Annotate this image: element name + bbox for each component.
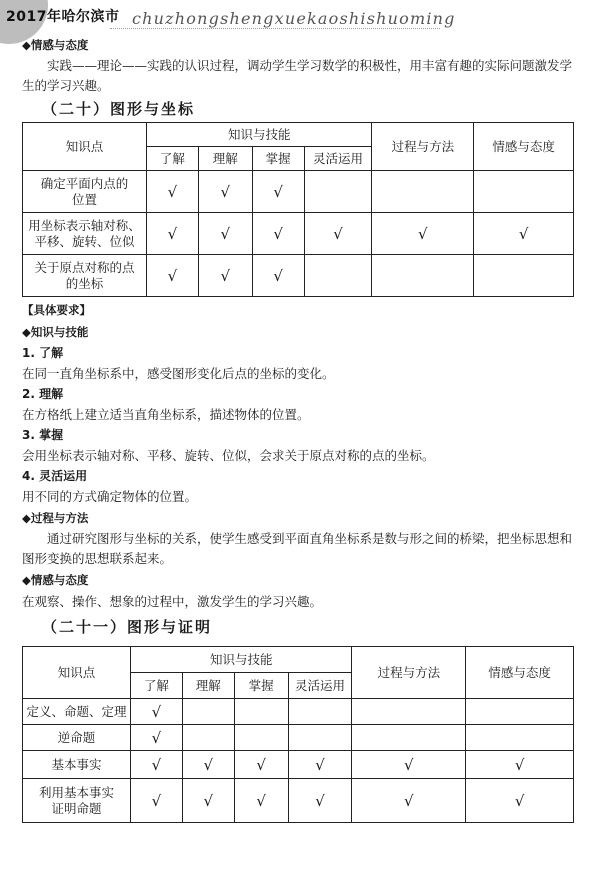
s21-cell: √: [288, 779, 352, 823]
s21-cell: √: [130, 779, 182, 823]
s20-subheader: 了解: [146, 147, 198, 171]
s20-cell: √: [474, 213, 574, 255]
s20-row-label-text: 用坐标表示轴对称、平移、旋转、位似: [28, 217, 141, 249]
header-pinyin: chuzhongshengxuekaoshishuoming: [132, 9, 456, 28]
s21-header-process: 过程与方法: [352, 647, 466, 699]
requirements-heading: 【具体要求】: [22, 303, 91, 317]
s20-cell: √: [252, 213, 304, 255]
top-attitude-heading: ◆情感与态度: [22, 38, 89, 52]
s21-cell: √: [234, 751, 288, 779]
s21-cell: √: [130, 699, 182, 725]
s20-cell: [372, 171, 474, 213]
s21-row-label: 逆命题: [23, 725, 131, 751]
s20-cell: [474, 171, 574, 213]
s20-header-knowledge-point: 知识点: [23, 123, 147, 171]
s21-cell: √: [288, 751, 352, 779]
s21-subheader: 理解: [182, 673, 234, 699]
s20-subheader: 灵活运用: [304, 147, 372, 171]
s20-cell: √: [146, 255, 198, 297]
item-label: 1. 了解: [22, 346, 64, 360]
item-label: 3. 掌握: [22, 428, 64, 442]
section20-table: [22, 122, 574, 297]
table-row: [23, 751, 574, 779]
s20-header-knowledge-skill: 知识与技能: [146, 123, 371, 147]
s20-subheader: 理解: [198, 147, 252, 171]
s21-subheader: 灵活运用: [288, 673, 352, 699]
s20-cell: √: [372, 213, 474, 255]
s20-row-label: [23, 255, 147, 297]
s21-row-label: 基本事实: [23, 751, 131, 779]
s21-cell: [182, 725, 234, 751]
s20-subheader: 掌握: [252, 147, 304, 171]
item-label: 4. 灵活运用: [22, 469, 88, 483]
process-heading: ◆过程与方法: [22, 511, 89, 525]
s21-cell: √: [352, 751, 466, 779]
s20-cell: √: [304, 213, 372, 255]
s20-row-label: [23, 171, 147, 213]
s20-cell: [304, 171, 372, 213]
top-attitude-text: 实践——理论——实践的认识过程，调动学生学习数学的积极性，用丰富有趣的实际问题激发学生的学习兴趣。: [22, 58, 573, 93]
s21-cell: √: [466, 779, 574, 823]
s20-row-label-text: 关于原点对称的点的坐标: [34, 259, 135, 291]
s21-row-label-text: 利用基本事实证明命题: [38, 784, 114, 816]
table-row: [23, 171, 574, 213]
s20-cell: [304, 255, 372, 297]
s21-row-label: 定义、命题、定理: [23, 699, 131, 725]
s21-cell: √: [182, 779, 234, 823]
s20-header-process: 过程与方法: [372, 123, 474, 171]
s20-cell: √: [146, 213, 198, 255]
s21-cell: √: [130, 751, 182, 779]
s21-subheader: 掌握: [234, 673, 288, 699]
item-text: 在方格纸上建立适当直角坐标系，描述物体的位置。: [22, 407, 310, 422]
table-row: [23, 779, 574, 823]
table-row: [23, 699, 574, 725]
attitude-heading: ◆情感与态度: [22, 573, 89, 587]
section21-title: （二十一）图形与证明: [42, 618, 213, 636]
s21-cell: [234, 699, 288, 725]
s20-cell: √: [198, 255, 252, 297]
s21-cell: √: [182, 751, 234, 779]
item-text: 在同一直角坐标系中，感受图形变化后点的坐标的变化。: [22, 366, 335, 381]
s21-row-label: [23, 779, 131, 823]
s21-cell: [182, 699, 234, 725]
s21-cell: [234, 725, 288, 751]
header-year-city: 2017年哈尔滨市: [6, 9, 120, 25]
s20-cell: [372, 255, 474, 297]
section20-title: （二十）图形与坐标: [42, 100, 196, 118]
s21-subheader: 了解: [130, 673, 182, 699]
item-text: 用不同的方式确定物体的位置。: [22, 489, 198, 504]
section21-table: [22, 646, 574, 823]
s21-header-attitude: 情感与态度: [466, 647, 574, 699]
knowledge-heading: ◆知识与技能: [22, 325, 89, 339]
s21-cell: √: [130, 725, 182, 751]
header-dotted-line: [110, 28, 440, 29]
s20-row-label-text: 确定平面内点的位置: [40, 175, 129, 207]
item-text: 会用坐标表示轴对称、平移、旋转、位似，会求关于原点对称的点的坐标。: [22, 448, 435, 463]
s21-cell: √: [466, 751, 574, 779]
s21-cell: [288, 725, 352, 751]
table-row: [23, 725, 574, 751]
s21-cell: √: [234, 779, 288, 823]
s20-cell: √: [198, 171, 252, 213]
page-header: [0, 0, 594, 34]
s21-cell: [288, 699, 352, 725]
page-content: [22, 34, 578, 823]
s21-cell: [352, 699, 466, 725]
s20-cell: √: [252, 255, 304, 297]
s21-header-knowledge-skill: 知识与技能: [130, 647, 352, 673]
s21-cell: [466, 725, 574, 751]
item-label: 2. 理解: [22, 387, 64, 401]
s20-cell: √: [146, 171, 198, 213]
process-text: 通过研究图形与坐标的关系，使学生感受到平面直角坐标系是数与形之间的桥梁，把坐标思想和图形变换的思想联系起来。: [22, 531, 573, 566]
s21-cell: √: [352, 779, 466, 823]
s21-header-knowledge-point: 知识点: [23, 647, 131, 699]
s20-header-attitude: 情感与态度: [474, 123, 574, 171]
s20-cell: [474, 255, 574, 297]
s21-cell: [466, 699, 574, 725]
table-row: [23, 255, 574, 297]
s21-cell: [352, 725, 466, 751]
s20-cell: √: [198, 213, 252, 255]
s20-row-label: [23, 213, 147, 255]
table-row: [23, 213, 574, 255]
s20-cell: √: [252, 171, 304, 213]
attitude-text: 在观察、操作、想象的过程中，激发学生的学习兴趣。: [22, 594, 323, 609]
